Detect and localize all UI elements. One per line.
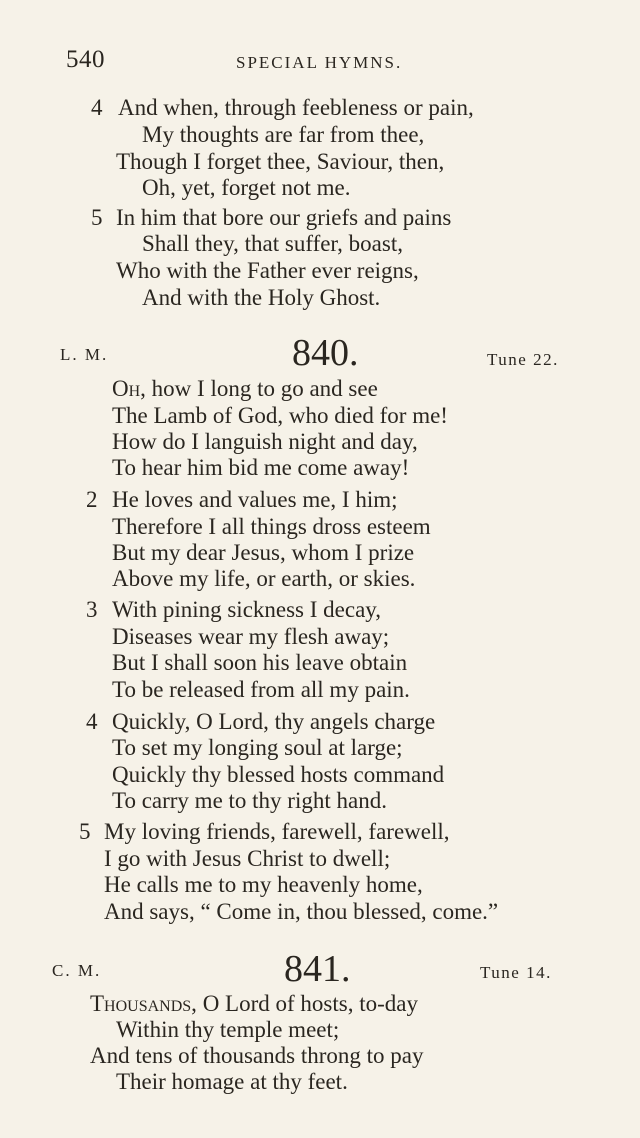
verse-line: To hear him bid me come away! [112, 455, 410, 480]
verse-line: Within thy temple meet; [116, 1017, 340, 1042]
running-head: SPECIAL HYMNS. [236, 53, 403, 72]
first-word: Thousands, [90, 991, 197, 1016]
verse-line: In him that bore our griefs and pains [116, 205, 452, 230]
hymn-tune: Tune 22. [487, 350, 559, 369]
verse-line: My thoughts are far from thee, [142, 122, 425, 147]
verse-line: Who with the Father ever reigns, [116, 258, 419, 283]
hymn-number: 841. [284, 948, 351, 990]
page-number: 540 [66, 46, 105, 73]
verse-line: And when, through feebleness or pain, [118, 95, 474, 120]
verse-line-rest: O Lord of hosts, to-day [196, 991, 418, 1016]
verse-line: Quickly, O Lord, thy angels charge [112, 709, 436, 734]
first-word: Oh, [112, 376, 146, 401]
verse-line: My loving friends, farewell, farewell, [104, 819, 450, 844]
verse-line: Shall they, that suffer, boast, [142, 231, 403, 256]
verse-number: 2 [86, 487, 98, 512]
verse-number: 4 [91, 95, 103, 120]
verse-line: But my dear Jesus, whom I prize [112, 540, 415, 565]
verse-number: 5 [79, 819, 91, 844]
verse-line: Their homage at thy feet. [116, 1069, 348, 1094]
verse-line: To be released from all my pain. [112, 677, 410, 702]
verse-line: And with the Holy Ghost. [142, 285, 381, 310]
verse-line: How do I languish night and day, [112, 429, 418, 454]
verse-line: To set my longing soul at large; [112, 735, 403, 760]
verse-line: But I shall soon his leave obtain [112, 650, 408, 675]
verse-line: I go with Jesus Christ to dwell; [104, 846, 391, 871]
hymn-tune: Tune 14. [480, 963, 552, 982]
verse-line: Though I forget thee, Saviour, then, [116, 149, 445, 174]
verse-number: 5 [91, 205, 103, 230]
verse-line: Diseases wear my flesh away; [112, 624, 390, 649]
hymn-meter: C. M. [52, 961, 102, 980]
verse-line: Oh, yet, forget not me. [142, 175, 351, 200]
verse-line: And says, “ Come in, thou blessed, come.” [104, 899, 499, 924]
verse-line: And tens of thousands throng to pay [90, 1043, 424, 1068]
verse-number: 4 [86, 709, 98, 734]
hymn-meter: L. M. [60, 345, 109, 364]
verse-number: 3 [86, 597, 98, 622]
verse-line: Above my life, or earth, or skies. [112, 566, 416, 591]
verse-line-rest: how I long to go and see [145, 376, 378, 401]
verse-line: He calls me to my heavenly home, [104, 872, 423, 897]
verse-line: Therefore I all things dross esteem [112, 514, 431, 539]
hymn-number: 840. [292, 332, 359, 374]
verse-line: The Lamb of God, who died for me! [112, 403, 448, 428]
verse-line [112, 377, 378, 400]
verse-line [90, 992, 418, 1015]
verse-line: He loves and values me, I him; [112, 487, 398, 512]
verse-line: To carry me to thy right hand. [112, 788, 387, 813]
verse-line: Quickly thy blessed hosts command [112, 762, 445, 787]
verse-line: With pining sickness I decay, [112, 597, 382, 622]
